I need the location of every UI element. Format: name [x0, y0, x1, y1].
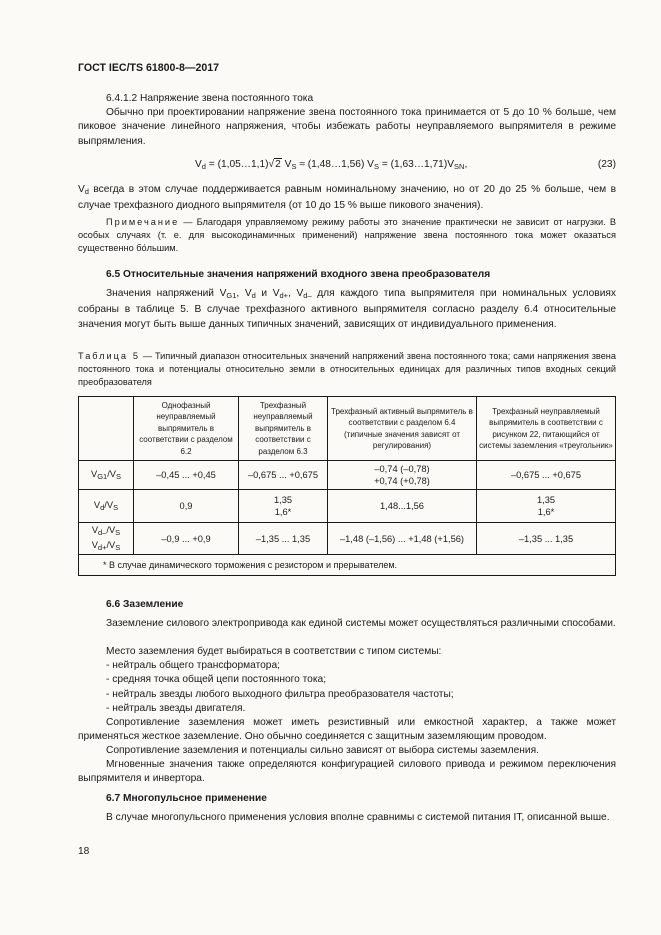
- row-label: $V_{d-}/V_S$ $V_{d+}/V_S$: [79, 523, 134, 555]
- paragraph-dc-link-voltage: Обычно при проектировании напряжение звена постоянного тока принимается от 5 до 10 % больше, чем пиковое значение линейного напряжения, чтобы избежать работы неуправляемого выпрямителя в режиме выпрямления.: [78, 107, 616, 147]
- table-cell: 1,35 1,6*: [239, 490, 328, 523]
- table-cell: –0,9 ... +0,9: [134, 523, 239, 555]
- table-cell: –1,35 ... 1,35: [239, 523, 328, 555]
- table-5: [78, 396, 616, 576]
- paragraph-6-6-3: Сопротивление заземления может иметь резистивный или емкостной характер, а также может применяться жесткое заземление. Оно обычно соединяется с защитным заземляющим проводом.: [78, 717, 616, 743]
- paragraph-6-6-4: Сопротивление заземления и потенциалы сильно зависят от выбора системы заземления.: [106, 745, 539, 756]
- table-header-cell: Трехфазный активный выпрямитель в соответствии с разделом 6.4 (типичные значения зависят от регулирования): [328, 397, 477, 461]
- table-caption: Таблица 5 — Типичный диапазон относительных значений напряжений звена постоянного тока; сами напряжения звена постоянного тока и потенциалы относительно земли в относительных единицах для различных типов входных секций преобразователя: [78, 351, 616, 387]
- table-cell: 0,9: [134, 490, 239, 523]
- table-header-cell: Однофазный неуправляемый выпрямитель в соответствии с разделом 6.2: [134, 397, 239, 461]
- paragraph-6-6-2: Место заземления будет выбираться в соответствии с типом системы:: [106, 646, 442, 657]
- sqrt-symbol: √: [268, 159, 275, 170]
- document-header: ГОСТ IEC/TS 61800-8—2017: [78, 62, 220, 74]
- paragraph-6-6-5: Мгновенные значения также определяются конфигурацией силового привода и режимом переключения выпрямителя и инвертора.: [78, 759, 616, 785]
- row-label: $V_d/V_S$: [79, 490, 134, 523]
- table-cell: –0,74 (–0,78) +0,74 (+0,78): [328, 461, 477, 490]
- subsection-title-6-4-1-2: 6.4.1.2 Напряжение звена постоянного тока: [106, 93, 314, 104]
- row-label: $V_{G1}/V_S$: [79, 461, 134, 490]
- table-cell: –0,675 ... +0,675: [239, 461, 328, 490]
- table-header-cell: Трехфазный неуправляемый выпрямитель в соответствии с рисунком 22, питающийся от системы заземления «треугольник»: [477, 397, 616, 461]
- paragraph-6-5: Значения напряжений $V_{G1}$, $V_d$ и $V_{d+}$, $V_{d-}$ для каждого типа выпрямителя при номинальных условиях собраны в таблице 5. В случае трехфазного активного выпрямителя согласно разделу 6.4 относительные значения могут быть выше данных типичных значений, зависящих от индивидуального применения.: [78, 288, 616, 330]
- table-header-row: [79, 397, 616, 461]
- list-item: - нейтраль звезды двигателя.: [106, 702, 246, 714]
- section-title-6-7: 6.7 Многопульсное применение: [106, 793, 267, 804]
- table-footnote: * В случае динамического торможения с резистором и прерывателем.: [79, 555, 616, 576]
- note: Примечание — Благодаря управляемому режиму работы это значение практически не зависит от нагрузки. В особых случаях (т. е. для высокодинамичных применений) напряжение звена постоянного тока может оказаться существенно бо́льшим.: [78, 217, 616, 253]
- formula-23: [78, 158, 616, 174]
- table-cell: –1,48 (–1,56) ... +1,48 (+1,56): [328, 523, 477, 555]
- grounding-list: [78, 659, 616, 716]
- note-label: Примечание: [106, 217, 180, 227]
- table-cell: –0,45 ... +0,45: [134, 461, 239, 490]
- section-title-6-6: 6.6 Заземление: [106, 599, 184, 610]
- table-cell: –0,675 ... +0,675: [477, 461, 616, 490]
- list-item: - средняя точка общей цепи постоянного тока;: [106, 674, 327, 686]
- section-title-6-5: 6.5 Относительные значения напряжений входного звена преобразователя: [106, 269, 491, 280]
- table-cell: 1,48...1,56: [328, 490, 477, 523]
- table-label: Таблица 5: [78, 351, 141, 361]
- paragraph-6-6-1: Заземление силового электропривода как единой системы может осуществляться различными способами.: [106, 618, 616, 629]
- page-number: 18: [78, 846, 90, 857]
- list-item: - нейтраль общего трансформатора;: [106, 660, 280, 671]
- table-cell: 1,35 1,6*: [477, 490, 616, 523]
- table-footnote-row: [79, 555, 616, 576]
- paragraph-vd: $V_d$ всегда в этом случае поддерживается равным номинальному значению, но от 20 до 25 % больше, чем в случае трехфазного диодного выпрямителя (от 10 до 15 % выше пикового значения).: [78, 184, 616, 212]
- formula-expression: $V_d$ = (1,05…1,1)√2 $V_S$ ≈ (1,48…1,56) $V_S$ = $(1,63\dots 1,71)V_{SN}$,: [195, 159, 468, 171]
- table-row: [79, 490, 616, 523]
- paragraph-6-7: В случае многопульсного применения условия вполне сравнимы с системой питания IT, описанной выше.: [106, 812, 610, 823]
- list-item: - нейтраль звезды любого выходного фильтра преобразователя частоты;: [106, 688, 454, 700]
- table-row: [79, 461, 616, 490]
- table-cell: –1,35 ... 1,35: [477, 523, 616, 555]
- table-row: [79, 523, 616, 555]
- formula-number: (23): [597, 159, 616, 170]
- table-header-cell: Трехфазный неуправляемый выпрямитель в соответствии с разделом 6.3: [239, 397, 328, 461]
- table-header-cell: [79, 397, 134, 461]
